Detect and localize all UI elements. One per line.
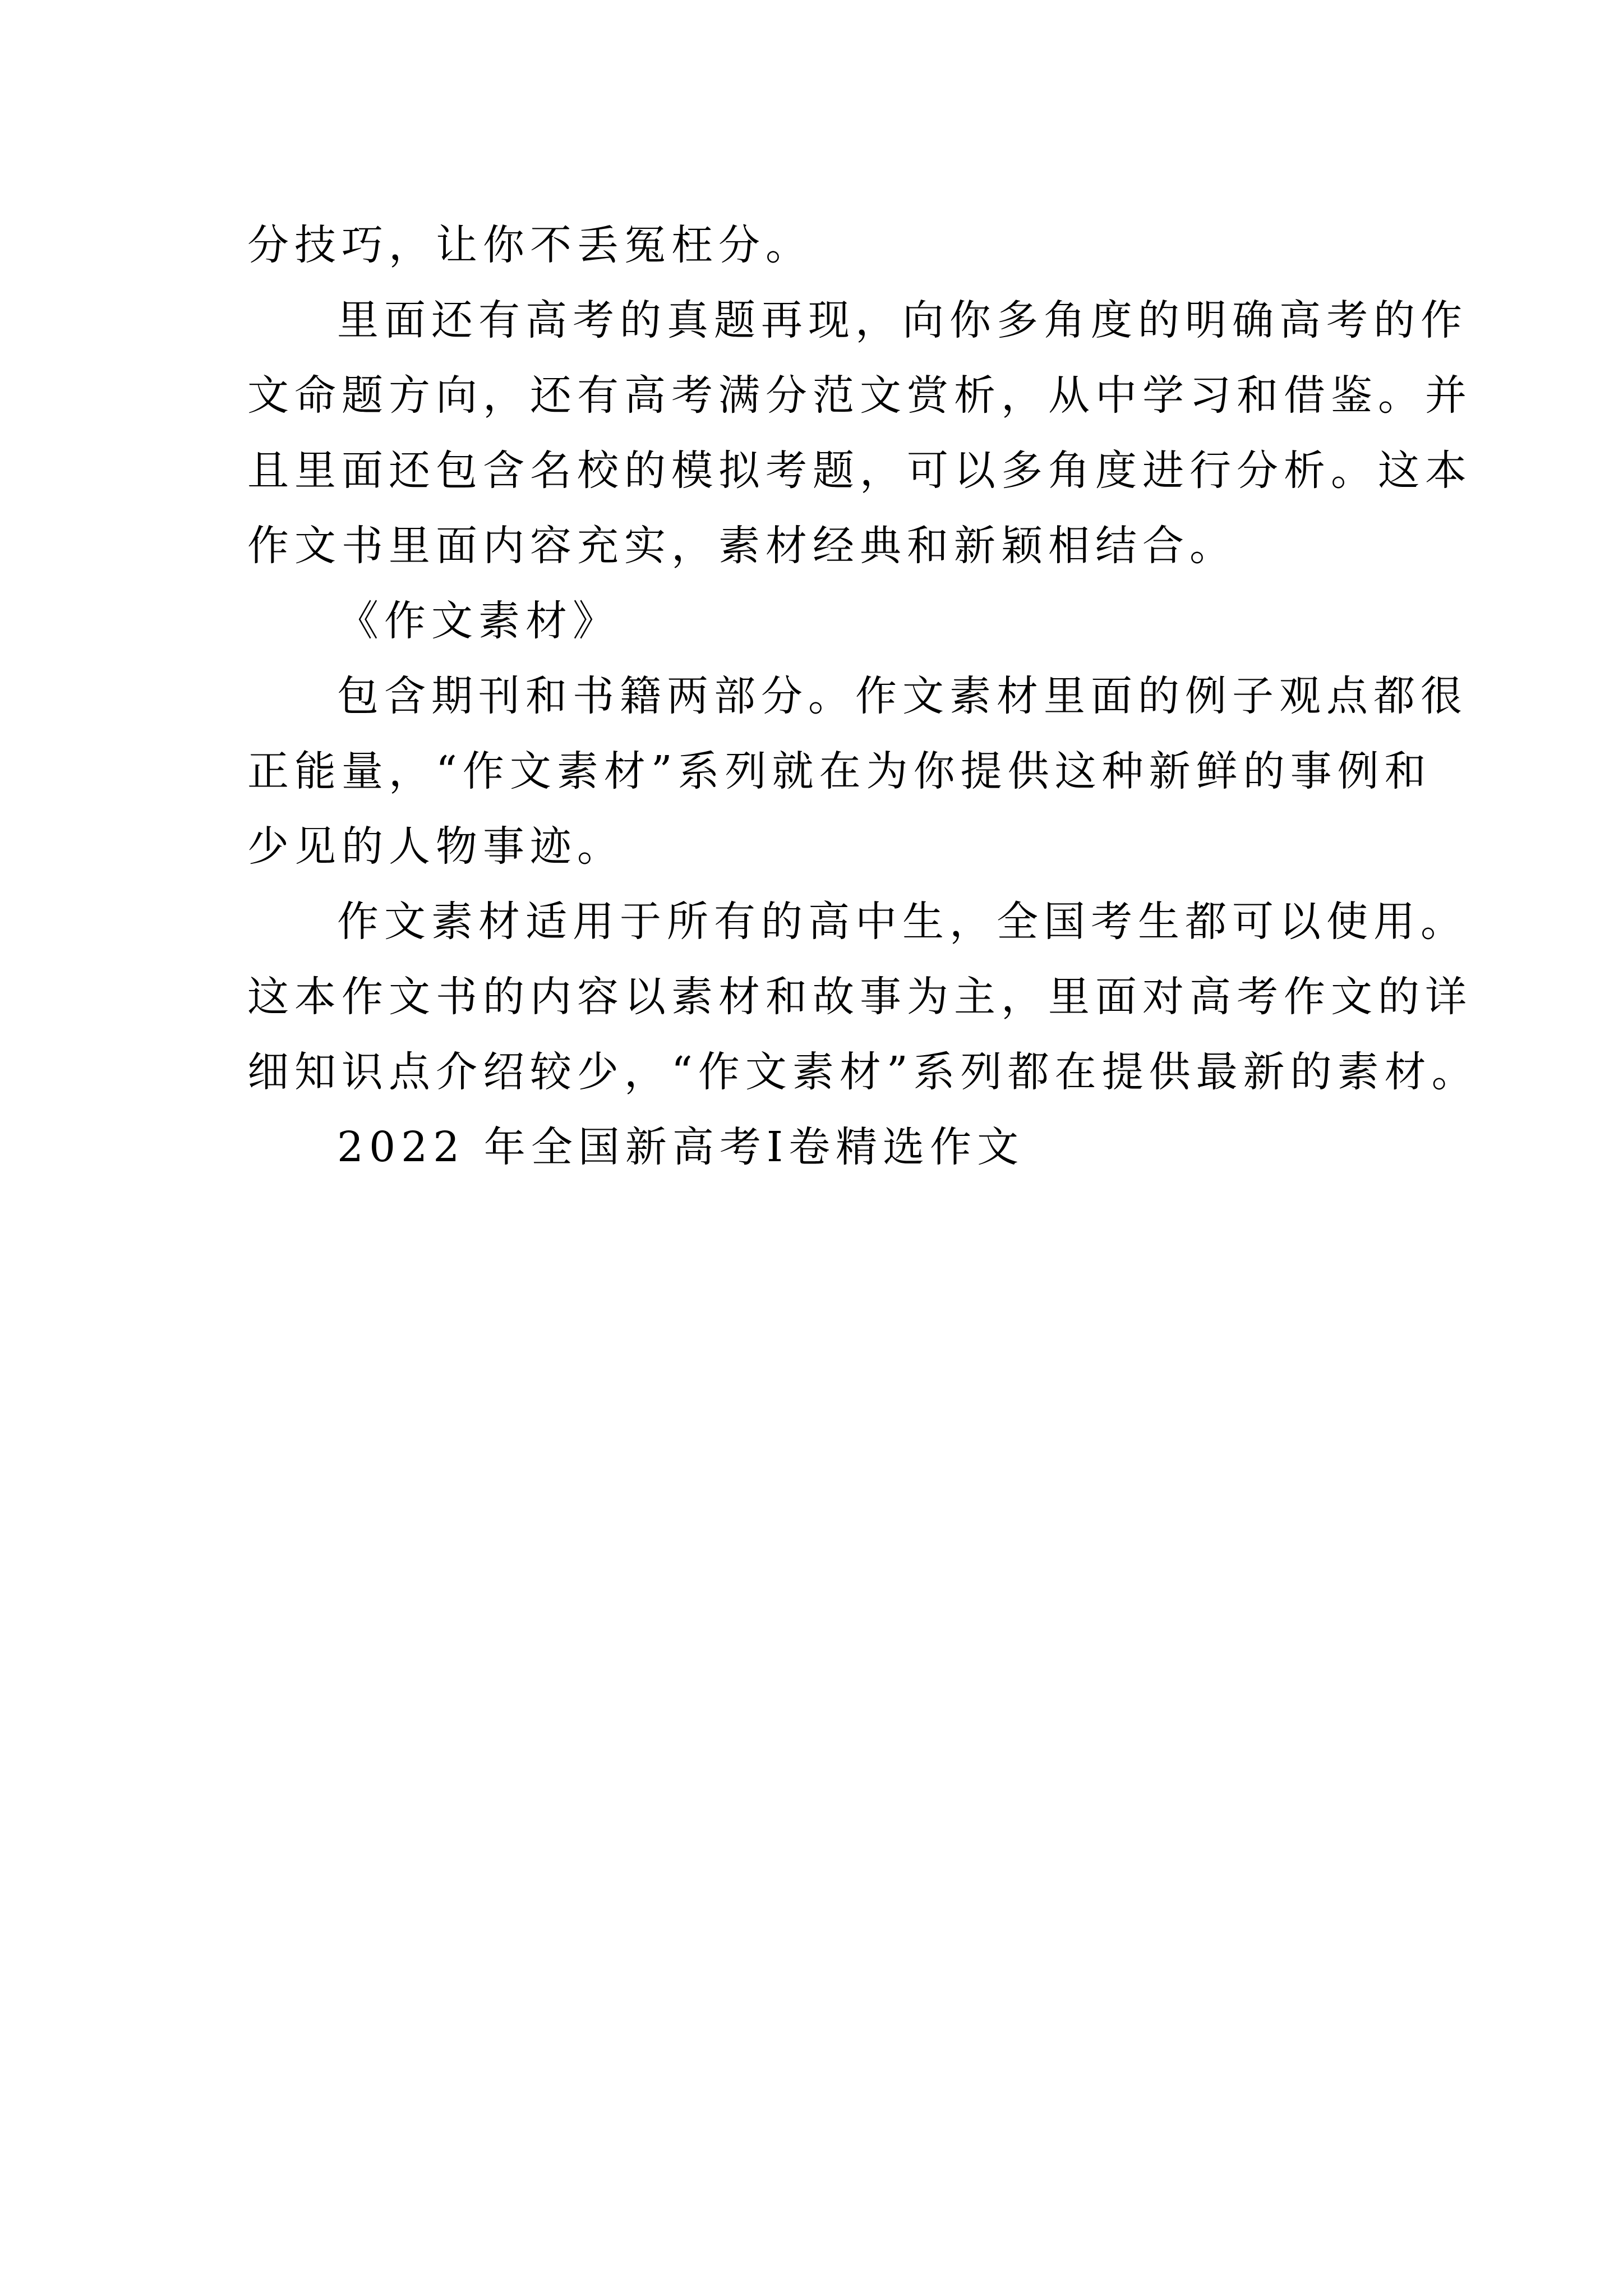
text-line-5: 作文书里面内容充实，素材经典和新颖相结合。 bbox=[247, 522, 1237, 570]
text-line-13: 2022 年全国新高考Ⅰ卷精选作文 bbox=[337, 1123, 1025, 1171]
text-line-11: 这本作文书的内容以素材和故事为主，里面对高考作文的详 bbox=[247, 973, 1472, 1021]
text-line-9: 少见的人物事迹。 bbox=[247, 822, 624, 871]
document-body bbox=[247, 208, 1479, 1185]
text-line-2: 里面还有高考的真题再现，向你多角度的明确高考的作 bbox=[337, 296, 1468, 344]
text-line-1: 分技巧，让你不丢冤枉分。 bbox=[247, 221, 813, 269]
text-line-10: 作文素材适用于所有的高中生，全国考生都可以使用。 bbox=[337, 898, 1468, 946]
text-line-7: 包含期刊和书籍两部分。作文素材里面的例子观点都很 bbox=[337, 672, 1468, 720]
text-line-12: 细知识点介绍较少，“作文素材”系列都在提供最新的素材。 bbox=[247, 1048, 1479, 1096]
text-line-8: 正能量，“作文素材”系列就在为你提供这种新鲜的事例和 bbox=[247, 747, 1432, 795]
text-line-3: 文命题方向，还有高考满分范文赏析，从中学习和借鉴。并 bbox=[247, 371, 1472, 420]
text-line-4: 且里面还包含名校的模拟考题，可以多角度进行分析。这本 bbox=[247, 447, 1472, 495]
section-heading: 《作文素材》 bbox=[337, 597, 620, 645]
